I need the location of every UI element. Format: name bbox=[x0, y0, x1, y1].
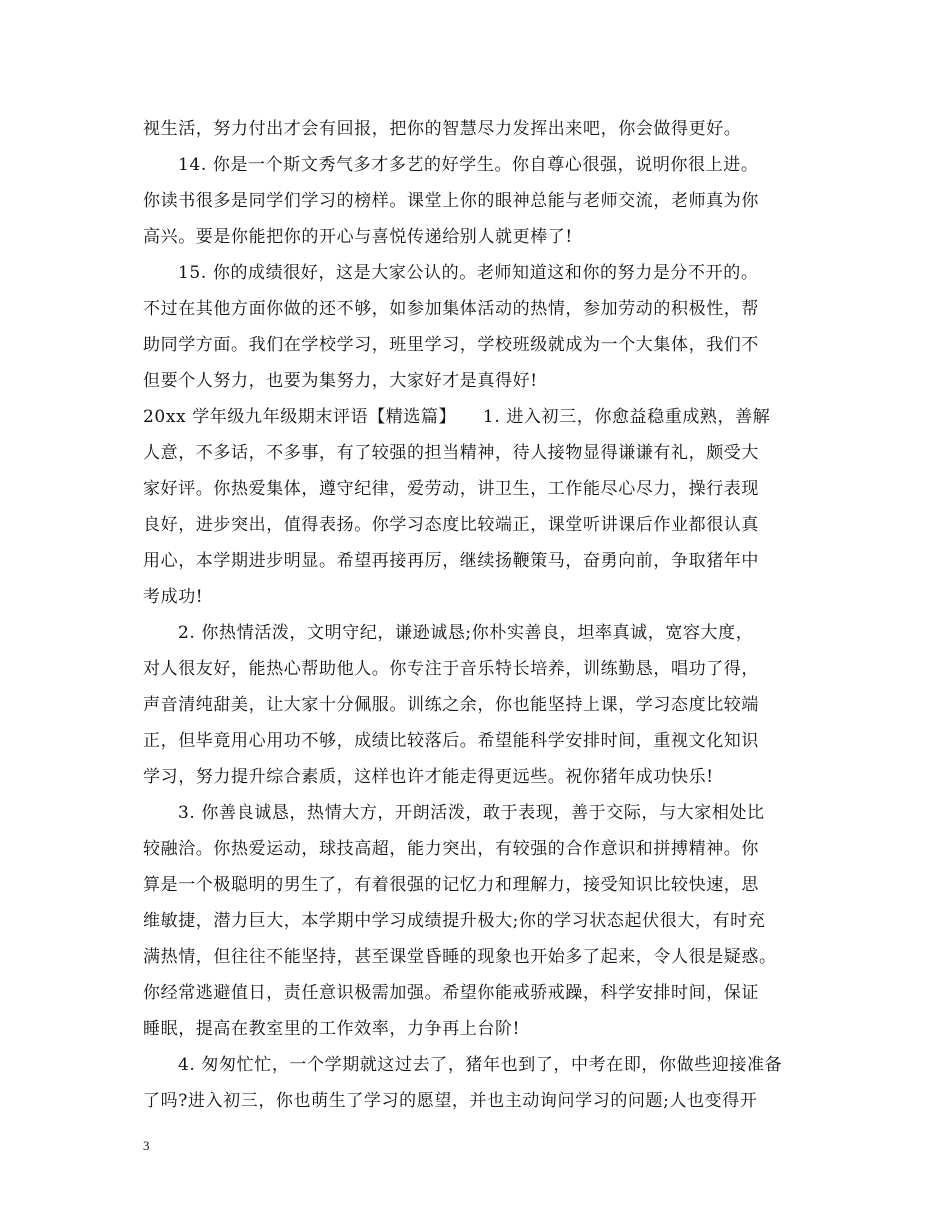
paragraph-14-start: 14. 你是一个斯文秀气多才多艺的好学生。你自尊心很强，说明你很上进。 bbox=[178, 155, 759, 175]
text-line: 维敏捷，潜力巨大，本学期中学习成绩提升极大;你的学习状态起伏很大，有时充 bbox=[143, 911, 766, 931]
text-line: 助同学方面。我们在学校学习，班里学习，学校班级就成为一个大集体，我们不 bbox=[143, 335, 759, 355]
paragraph-15-start: 15. 你的成绩很好，这是大家公认的。老师知道这和你的努力是分不开的。 bbox=[178, 263, 759, 283]
text-line: 但要个人努力，也要为集努力，大家好才是真得好! bbox=[143, 371, 538, 391]
text-line: 考成功! bbox=[143, 587, 204, 607]
text-line: 良好，进步突出，值得表扬。你学习态度比较端正，课堂听讲课后作业都很认真 bbox=[143, 515, 759, 535]
text-line: 用心，本学期进步明显。希望再接再厉，继续扬鞭策马，奋勇向前，争取猪年中 bbox=[143, 551, 759, 571]
section-heading-line: 20xx 学年级九年级期末评语【精选篇】 1. 进入初三，你愈益稳重成熟，善解 bbox=[143, 407, 771, 427]
text-line: 算是一个极聪明的男生了，有着很强的记忆力和理解力，接受知识比较快速，思 bbox=[143, 875, 759, 895]
page-number: 3 bbox=[143, 1138, 150, 1153]
paragraph-3-start: 3. 你善良诚恳，热情大方，开朗活泼，敢于表现，善于交际，与大家相处比 bbox=[178, 803, 765, 823]
text-line: 了吗?进入初三，你也萌生了学习的愿望，并也主动询问学习的问题;人也变得开 bbox=[143, 1091, 758, 1111]
text-line: 满热情，但往往不能坚持，甚至课堂昏睡的现象也开始多了起来，令人很是疑惑。 bbox=[143, 947, 777, 967]
paragraph-4-start: 4. 匆匆忙忙，一个学期就这过去了，猪年也到了，中考在即，你做些迎接准备 bbox=[178, 1055, 783, 1075]
text-line: 你经常逃避值日，责任意识极需加强。希望你能戒骄戒躁，科学安排时间，保证 bbox=[143, 983, 759, 1003]
text-line: 高兴。要是你能把你的开心与喜悦传递给别人就更棒了! bbox=[143, 227, 573, 247]
text-line: 人意，不多话，不多事，有了较强的担当精神，待人接物显得谦谦有礼，颇受大 bbox=[143, 443, 759, 463]
text-line: 对人很友好，能热心帮助他人。你专注于音乐特长培养，训练勤恳，唱功了得， bbox=[143, 659, 759, 679]
text-line: 视生活，努力付出才会有回报，把你的智慧尽力发挥出来吧，你会做得更好。 bbox=[143, 119, 742, 139]
paragraph-2-start: 2. 你热情活泼，文明守纪，谦逊诚恳;你朴实善良，坦率真诚，宽容大度， bbox=[178, 623, 754, 643]
text-line: 不过在其他方面你做的还不够，如参加集体活动的热情，参加劳动的积极性，帮 bbox=[143, 299, 759, 319]
text-line: 学习，努力提升综合素质，这样也许才能走得更远些。祝你猪年成功快乐! bbox=[143, 767, 714, 787]
text-line: 睡眠，提高在教室里的工作效率，力争再上台阶! bbox=[143, 1019, 521, 1039]
text-line: 你读书很多是同学们学习的榜样。课堂上你的眼神总能与老师交流，老师真为你 bbox=[143, 191, 759, 211]
text-line: 正，但毕竟用心用功不够，成绩比较落后。希望能科学安排时间，重视文化知识 bbox=[143, 731, 759, 751]
text-line: 声音清纯甜美，让大家十分佩服。训练之余，你也能坚持上课，学习态度比较端 bbox=[143, 695, 759, 715]
text-line: 较融洽。你热爱运动，球技高超，能力突出，有较强的合作意识和拼搏精神。你 bbox=[143, 839, 759, 859]
text-line: 家好评。你热爱集体，遵守纪律，爱劳动，讲卫生，工作能尽心尽力，操行表现 bbox=[143, 479, 759, 499]
